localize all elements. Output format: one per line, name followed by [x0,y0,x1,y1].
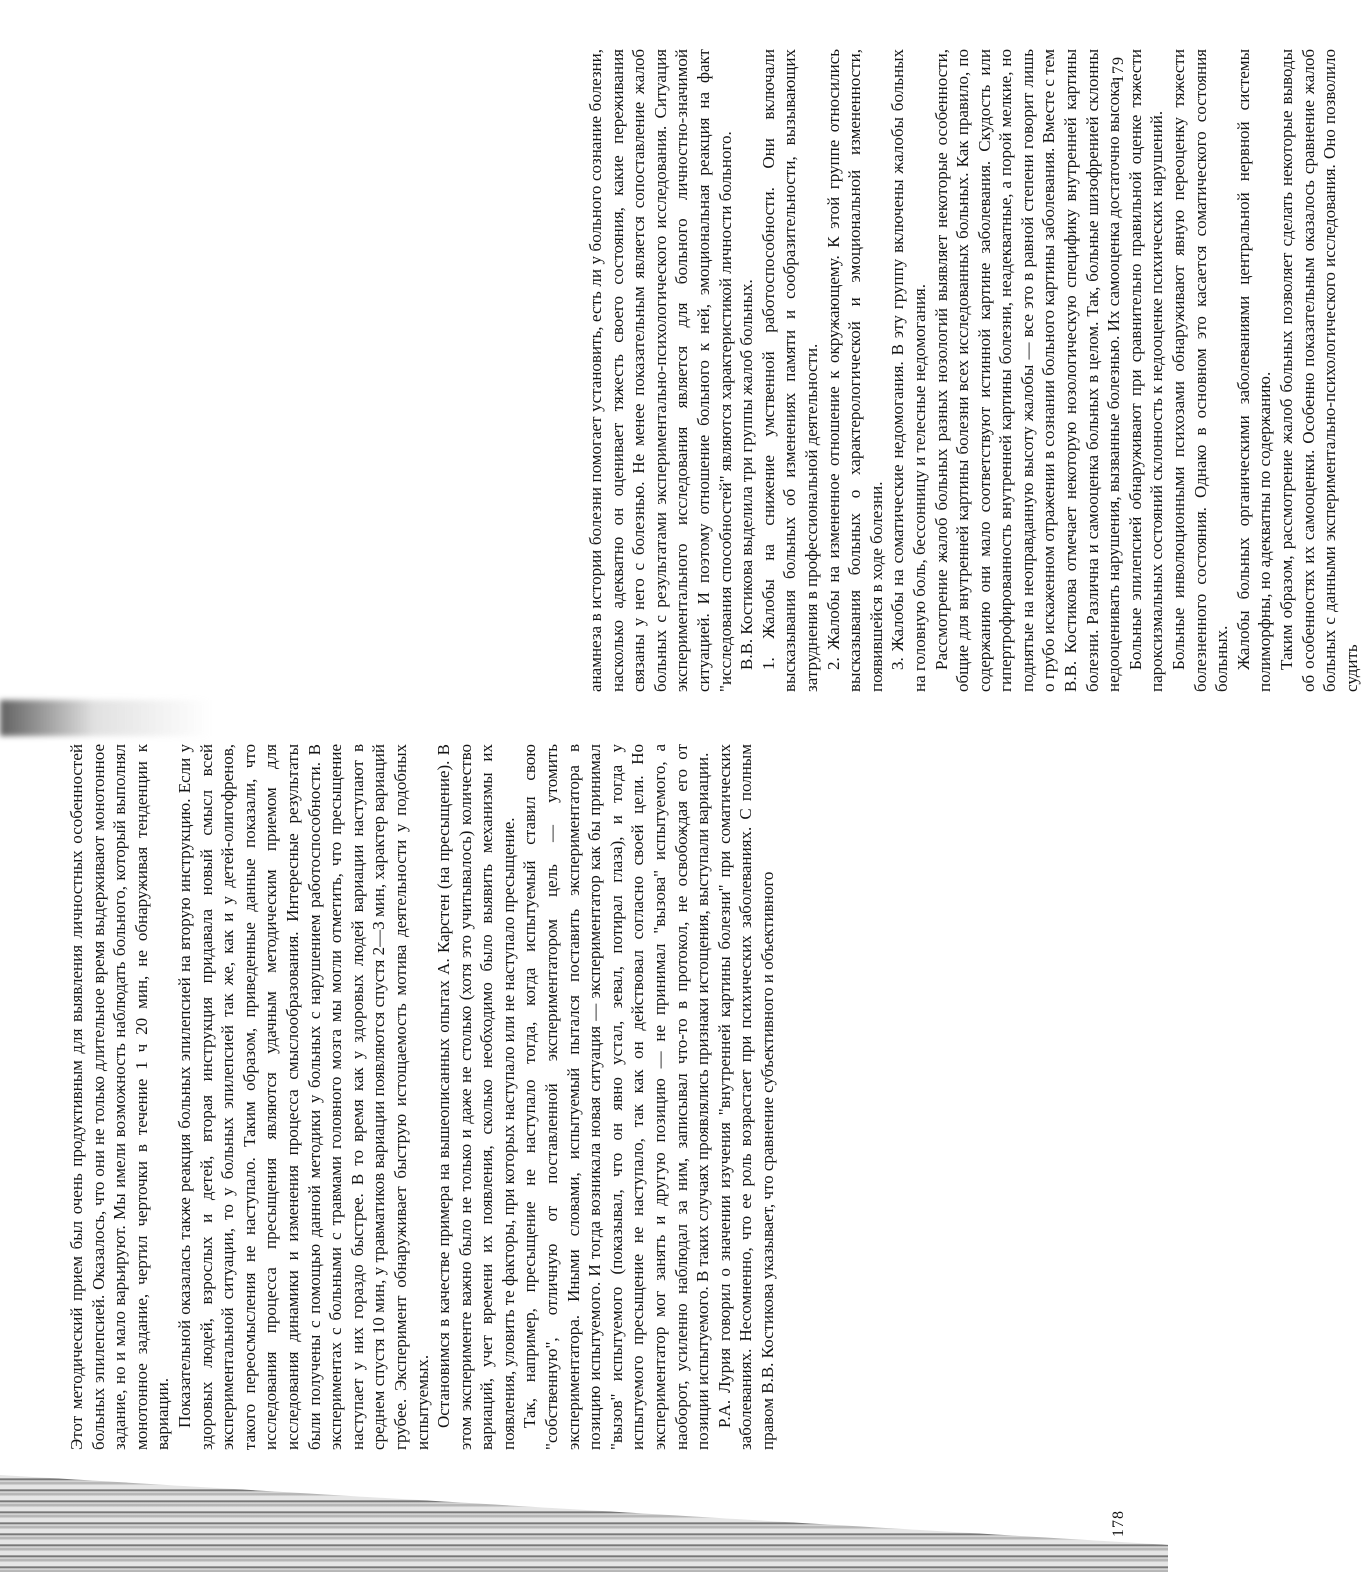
right-paragraph-5: 3. Жалобы на соматические недомогания. В эту группу включены жалобы больных на головную боль, бессонницу и телесные недомогания. [888,49,929,692]
right-paragraph-1: анамнеза в истории болезни помогает установить, есть ли у больного сознание болезни, насколько адекватно он оценивает тяжесть своего состояния, какие переживания связаны у него с болезнью. Не менее показательным является сопоставление жалоб больных с результатами экспериментально-психологического исследования. Ситуация экспериментального исследования является для больного личностно-значимой ситуацией. И поэтому отношение больного к ней, эмоциональная реакция на факт "исследования способностей" являются характеристикой личности больного. [586,49,735,692]
right-page-text [585,49,1362,692]
left-paragraph-2: Показательной оказалась также реакция больных эпилепсией на вторую инструкцию. Если у здоровых людей, взрослых и детей, вторая инструкция придавала новый смысл всей экспериментальной ситуации, то у больных эпилепсией так же, как и у детей-олигофренов, такого переосмысления не наступало. Таким образом, приведенные данные показали, что исследования процесса пресыщения являются удачным методическим приемом для исследования динамики и изменения процесса смыслообразования. Интересные результаты были получены с помощью данной методики у больных с нарушением работоспособности. В экспериментах с больными с травмами головного мозга мы могли отметить, что пресыщение наступает у них гораздо быстрее. В то время как у здоровых людей вариации наступают в среднем спустя 10 мин, у травматиков вариации появляются спустя 2—3 мин, характер вариаций грубее. Эксперимент обнаруживает быструю истощаемость мотива деятельности у подобных испытуемых. [174,744,432,1450]
right-paragraph-8: Больные инволюционными психозами обнаруживают явную переоценку тяжести болезненного состояния. Однако в основном это касается соматического состояния больных. [1169,49,1232,692]
scanner-edge-artifact [0,1475,1168,1572]
right-paragraph-6: Рассмотрение жалоб больных разных нозологий выявляет некоторые особенности, общие для внутренней картины болезни всех исследованных больных. Как правило, по содержанию они мало соответствуют истинной картине заболевания. Скудость или гипертрофированность внутренней картины болезни, неадекватные, а порой мелкие, но поднятые на неоправданную высоту жалобы — все это в равной степени говорит лишь о грубо искаженном отражении в сознании больного картины заболевания. Вместе с тем В.В. Костикова отмечает некоторую нозологическую специфику внутренней картины болезни. Различна и самооценка больных в целом. Так, больные шизофренией склонны недооценивать нарушения, вызванные болезнью. Их самооценка достаточно высока. [931,49,1124,692]
right-paragraph-2: В.В. Костикова выделила три группы жалоб больных. [737,279,757,670]
right-paragraph-9: Жалобы больных органическими заболеваниями центральной нервной системы полиморфны, но адекватны по содержанию. [1233,49,1275,692]
left-page-text [66,744,779,1450]
left-paragraph-1: Этот методический прием был очень продуктивным для выявления личностных особенностей больных эпилепсией. Оказалось, что они не только длительное время выдерживают монотонное задание, но и мало варьируют. Мы имели возможность наблюдать больного, который выполнял монотонное задание, чертил черточки в течение 1 ч 20 мин, не обнаруживая тенденции к вариации. [67,744,173,1450]
right-page-number: 179 [1110,56,1127,83]
right-paragraph-3: 1. Жалобы на снижение умственной работоспособности. Они включали высказывания больных об изменениях памяти и сообразительности, вызывающих затруднения в профессиональной деятельности. [758,49,821,692]
left-paragraph-5: Р.А. Лурия говорил о значении изучения "внутренней картины болезни" при соматических заболеваниях. Несомненно, что ее роль возрастает при психических заболеваниях. С полным правом В.В. Костикова указывает, что сравнение субъективного и объективного [714,744,777,1450]
left-page-number: 178 [1110,1510,1127,1537]
left-paragraph-3: Остановимся в качестве примера на вышеописанных опытах А. Карстен (на пресыщение). В этом эксперименте важно было не только и даже не столько (хотя это учитывалось) количество вариаций, учет времени их появления, сколько необходимо было выявить механизмы их появления, уловить те факторы, при которых наступало или не наступало пресыщение. [434,744,518,1450]
left-paragraph-4: Так, например, пресыщение не наступало тогда, когда испытуемый ставил свою "собственную", отличную от поставленной экспериментатором цель — утомить экспериментатора. Иными словами, испытуемый пытался поставить экспериментатора в позицию испытуемого. И тогда возникала новая ситуация — экспериментатор как бы принимал "вызов" испытуемого (показывал, что он явно устал, зевал, потирал глаза), и тогда у испытуемого пресыщение не наступало, так как он действовал согласно своей цели. Но экспериментатор мог занять и другую позицию — не принимал "вызова" испытуемого, а наоборот, усиленно наблюдал за ним, записывал что-то в протокол, не освобождая его от позиции испытуемого. В таких случаях проявлялись признаки истощения, выступали вариации. [520,744,713,1450]
right-paragraph-7: Больные эпилепсией обнаруживают при сравнительно правильной оценке тяжести пароксизмальных состояний склонность к недооценке психических нарушений. [1125,49,1167,692]
book-spine-shadow [0,700,210,736]
right-paragraph-10: Таким образом, рассмотрение жалоб больных позволяет сделать некоторые выводы об особенностях их самооценки. Особенно показательным оказалось сравнение жалоб больных с данными экспериментально-психологического исследования. Оно позволило судить [1277,49,1361,692]
right-paragraph-4: 2. Жалобы на измененное отношение к окружающему. К этой группе относились высказывания больных о характерологической и эмоциональной измененности, появившейся в ходе болезни. [823,49,886,692]
